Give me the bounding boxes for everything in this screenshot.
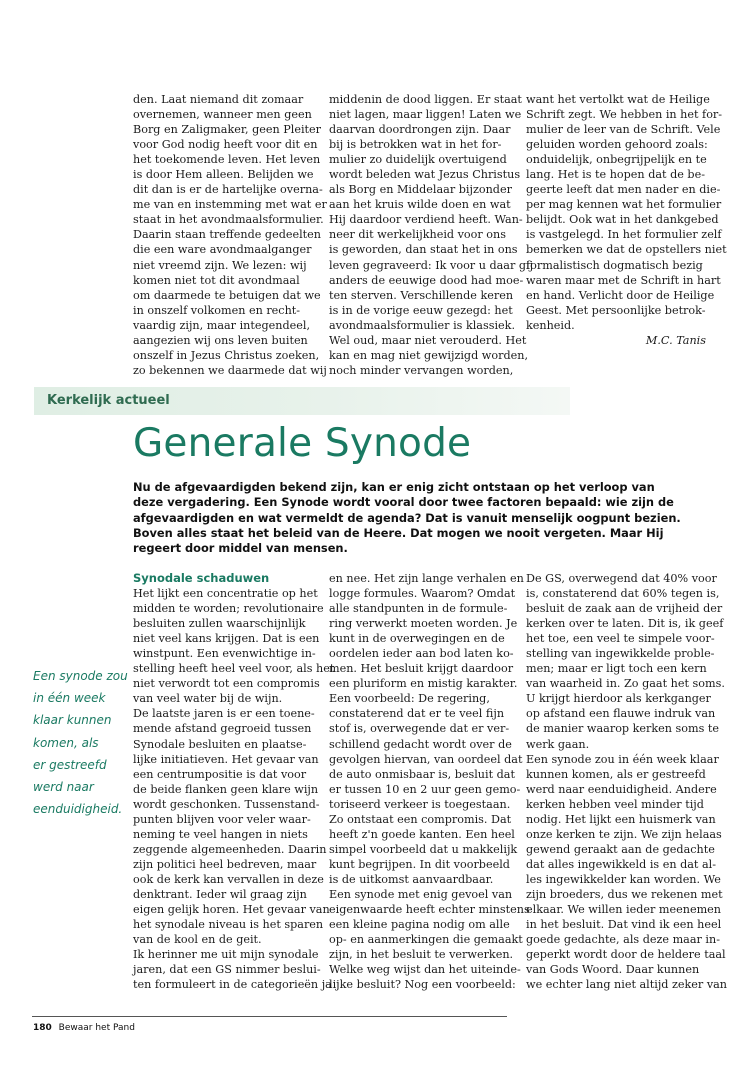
text-line: eigenwaarde heeft echter minstens [329,903,530,917]
text-line: punten blijven voor veler waar- [133,812,311,826]
text-line: mulier de leer van de Schrift. Vele [526,123,721,137]
text-line: ten formuleert in de categorieën ja [133,978,332,992]
text-line: in het besluit. Dat vind ik een heel [526,918,722,932]
text-line: stof is, overwegende dat er ver- [329,722,510,736]
text-line: gewend geraakt aan de gedachte [526,842,715,856]
text-line: eigen gelijk horen. Het gevaar van [133,903,330,917]
pull-quote [33,665,131,820]
text-line: Zo ontstaat een compromis. Dat [329,812,512,826]
text-line: op afstand een flauwe indruk van [526,707,716,721]
text-line: Het lijkt een concentratie op het [133,587,318,601]
text-line: voor God nodig heeft voor dit en [133,138,318,152]
section-label: Kerkelijk actueel [47,393,170,408]
text-line: zeggende algemeenheden. Daarin [133,842,327,856]
text-line: een centrumpositie is dat voor [133,767,307,781]
text-line: besluit de zaak aan de vrijheid der [526,602,723,616]
text-line: werk gaan. [526,737,590,751]
text-line: de beide flanken geen klare wijn [133,782,319,796]
text-line: een pluriform en mistig karakter. [329,677,518,691]
text-line: logge formules. Waarom? Omdat [329,587,516,601]
text-line: Schrift zegt. We hebben in het for- [526,108,723,122]
text-line: ring verwerkt moeten worden. Je [329,617,518,631]
text-line: op- en aanmerkingen die gemaakt [329,933,523,947]
text-line: zo bekennen we daarmede dat wij [133,363,327,377]
pull-quote-line: in één week [33,691,106,706]
text-line: is vastgelegd. In het formulier zelf [526,228,722,242]
text-line: simpel voorbeeld dat u makkelijk [329,842,518,856]
intro-line: afgevaardigden en wat vermeldt de agenda? Dat is vanuit menselijk oogpunt bezien. [133,510,681,525]
text-line: zijn politici heel bedreven, maar [133,857,317,871]
pull-quote-line: eenduidigheid. [33,802,123,817]
text-line: Daarin staan treffende gedeelten [133,228,321,242]
pull-quote-line: klaar kunnen [33,713,112,728]
intro-line: Nu de afgevaardigden bekend zijn, kan er enig zicht ontstaan op het verloop van [133,480,655,494]
text-line: niet veel kans krijgen. Dat is een [133,632,320,646]
text-line: dat alles ingewikkeld is en dat al- [526,857,716,871]
text-line: Geest. Met persoonlijke betrok- [526,303,706,317]
page-footer [33,1023,135,1033]
text-line: we echter lang niet altijd zeker van [526,978,728,992]
top-column-1 [133,92,327,378]
pull-quote-line: er gestreefd [33,757,107,772]
text-line: lang. Het is te hopen dat de be- [526,168,705,182]
text-line: van veel water bij de wijn. [133,692,283,706]
page-number: 180 [33,1023,52,1033]
text-line: de manier waarop kerken soms te [526,722,720,736]
text-line: geperkt wordt door de heldere taal [526,948,726,962]
text-line: onduidelijk, onbegrijpelijk en te [526,153,707,167]
text-line: stelling van ingewikkelde proble- [526,647,715,661]
text-line: kunt in de overwegingen en de [329,632,505,646]
text-line: zijn, in het besluit te verwerken. [329,948,514,962]
text-line: Een synode zou in één week klaar [526,752,719,766]
text-line: waren maar met de Schrift in hart [526,273,721,287]
text-line: neming te veel hangen in niets [133,827,308,841]
text-line: lijke initiatieven. Het gevaar van [133,752,319,766]
text-line: constaterend dat er te veel fijn [329,707,505,721]
subheading: Synodale schaduwen [133,571,270,585]
magazine-title: Bewaar het Pand [58,1023,135,1033]
text-line: overnemen, wanneer men geen [133,108,312,122]
text-line: kunnen komen, als er gestreefd [526,767,706,781]
text-line: is in de vorige eeuw gezegd: het [329,303,513,317]
text-line: vaardig zijn, maar integendeel, [133,318,311,332]
text-line: leven gegraveerd: Ik voor u daar gij [329,258,534,272]
text-line: mulier zo duidelijk overtuigend [329,153,507,167]
text-line: niet vreemd zijn. We lezen: wij [133,258,307,272]
section-banner [34,387,570,415]
body-column-1-text [133,586,335,992]
text-line: midden te worden; revolutionaire [133,602,324,616]
intro-line: Boven alles staat het beleid van de Heere. Dat mogen we nooit vergeten. Maar Hij [133,525,664,540]
text-line: noch minder vervangen worden, [329,363,514,377]
text-line: ook de kerk kan vervallen in deze [133,872,324,886]
text-line: is door Hem alleen. Belijden we [133,168,314,182]
text-line: neer dit werkelijkheid voor ons [329,228,506,242]
top-column-3 [526,92,727,348]
text-line: besluiten zullen waarschijnlijk [133,617,306,631]
text-line: kunt begrijpen. In dit voorbeeld [329,857,510,871]
text-line: les ingewikkelder kan worden. We [526,872,721,886]
text-line: formalistisch dogmatisch bezig [526,258,703,272]
text-line: me van en instemming met wat er [133,198,327,212]
text-line: van de kool en de geit. [133,933,262,947]
text-line: daarvan doordrongen zijn. Daar [329,123,511,137]
text-line: schillend gedacht wordt over de [329,737,512,751]
text-line: den. Laat niemand dit zomaar [133,93,304,106]
text-line: die een ware avondmaalganger [133,243,312,257]
text-line: niet lagen, maar liggen! Laten we [329,108,522,122]
text-line: Ik herinner me uit mijn synodale [133,948,319,962]
pull-quote-line: werd naar [33,780,94,795]
text-line: stelling heeft heel veel voor, als het [133,662,335,676]
text-line: niet verwordt tot een compromis [133,677,320,691]
text-line: oordelen ieder aan bod laten ko- [329,647,514,661]
text-line: elkaar. We willen ieder meenemen [526,903,721,917]
text-line: lijke besluit? Nog een voorbeeld: [329,978,516,992]
text-line: Welke weg wijst dan het uiteinde- [329,963,521,977]
text-line: jaren, dat een GS nimmer beslui- [133,963,321,977]
author-signature: M.C. Tanis [645,333,706,347]
text-line: kerken over te laten. Dit is, ik geef [526,617,724,631]
text-line: gevolgen hiervan, van oordeel dat [329,752,523,766]
text-line: kan en mag niet gewijzigd worden, [329,348,529,362]
text-line: Wel oud, maar niet verouderd. Het [329,333,527,347]
text-line: en hand. Verlicht door de Heilige [526,288,715,302]
text-line: en nee. Het zijn lange verhalen en [329,572,524,585]
text-line: aan het kruis wilde doen en wat [329,198,511,212]
text-line: de auto onmisbaar is, besluit dat [329,767,515,781]
text-line: bemerken we dat de opstellers niet [526,243,727,257]
text-line: het toe, een veel te simpele voor- [526,632,715,646]
text-line: U krijgt hierdoor als kerkganger [526,692,711,706]
text-line: werd naar eenduidigheid. Andere [526,782,717,796]
text-line: toriseerd verkeer is toegestaan. [329,797,511,811]
text-line: Een synode met enig gevoel van [329,887,513,901]
top-column-2 [329,92,534,378]
intro-line: deze vergadering. Een Synode wordt vooral door twee factoren bepaald: wie zijn de [133,495,674,510]
text-line: per mag kennen wat het formulier [526,198,722,212]
text-line: er tussen 10 en 2 uur geen gemo- [329,782,521,796]
text-line: is, constaterend dat 60% tegen is, [526,587,720,601]
text-line: een kleine pagina nodig om alle [329,918,510,932]
text-line: men. Het besluit krijgt daardoor [329,662,514,676]
text-line: nodig. Het lijkt een huismerk van [526,812,716,826]
footer-divider [32,1016,507,1017]
text-line: alle standpunten in de formule- [329,602,508,616]
text-line: anders de eeuwige dood had moe- [329,273,524,287]
text-line: het synodale niveau is het sparen [133,918,324,932]
text-line: wordt geschonken. Tussenstand- [133,797,320,811]
text-line: ten sterven. Verschillende keren [329,288,514,302]
text-line: kerken hebben veel minder tijd [526,797,704,811]
text-line: Borg en Zaligmaker, geen Pleiter [133,123,322,137]
top-column-3-text [526,92,727,333]
text-line: middenin de dood liggen. Er staat [329,93,522,106]
article-headline: Generale Synode [133,421,472,466]
text-line: Een voorbeeld: De regering, [329,692,490,706]
text-line: kenheid. [526,318,575,332]
text-line: om daarmede te betuigen dat we [133,288,321,302]
text-line: dit dan is er de hartelijke overna- [133,183,323,197]
pull-quote-line: Een synode zou [33,669,128,683]
text-line: heeft z'n goede kanten. Een heel [329,827,515,841]
text-line: van Gods Woord. Daar kunnen [526,963,700,977]
text-line: Hij daardoor verdiend heeft. Wan- [329,213,523,227]
text-line: wordt beleden wat Jezus Christus [329,168,521,182]
text-line: De laatste jaren is er een toene- [133,707,315,721]
article-intro [133,480,681,556]
text-line: De GS, overwegend dat 40% voor [526,572,717,585]
text-line: winstpunt. Een evenwichtige in- [133,647,316,661]
text-line: is geworden, dan staat het in ons [329,243,518,257]
text-line: avondmaalsformulier is klassiek. [329,318,515,332]
body-column-2 [329,571,530,992]
text-line: men; maar er ligt toch een kern [526,662,707,676]
text-line: het toekomende leven. Het leven [133,153,321,167]
text-line: zijn broeders, dus we rekenen met [526,887,723,901]
pull-quote-line: komen, als [33,735,99,750]
text-line: bij is betrokken wat in het for- [329,138,502,152]
body-column-1 [133,571,335,992]
text-line: goede gedachte, als deze maar in- [526,933,720,947]
text-line: staat in het avondmaalsformulier. [133,213,324,227]
text-line: van waarheid in. Zo gaat het soms. [526,677,725,691]
text-line: is de uitkomst aanvaardbaar. [329,872,494,886]
text-line: in onszelf volkomen en recht- [133,303,301,317]
body-column-3 [526,571,728,992]
intro-line: regeert door middel van mensen. [133,541,348,556]
text-line: als Borg en Middelaar bijzonder [329,183,512,197]
text-line: mende afstand gegroeid tussen [133,722,312,736]
text-line: want het vertolkt wat de Heilige [526,93,710,106]
text-line: komen niet tot dit avondmaal [133,273,300,287]
text-line: onszelf in Jezus Christus zoeken, [133,348,320,362]
text-line: Synodale besluiten en plaatse- [133,737,307,751]
text-line: denktrant. Ieder wil graag zijn [133,887,307,901]
text-line: onze kerken te zijn. We zijn helaas [526,827,722,841]
text-line: belijdt. Ook wat in het dankgebed [526,213,719,227]
text-line: geluiden worden gehoord zoals: [526,138,708,152]
text-line: geerte leeft dat men nader en die- [526,183,721,197]
text-line: aangezien wij ons leven buiten [133,333,308,347]
